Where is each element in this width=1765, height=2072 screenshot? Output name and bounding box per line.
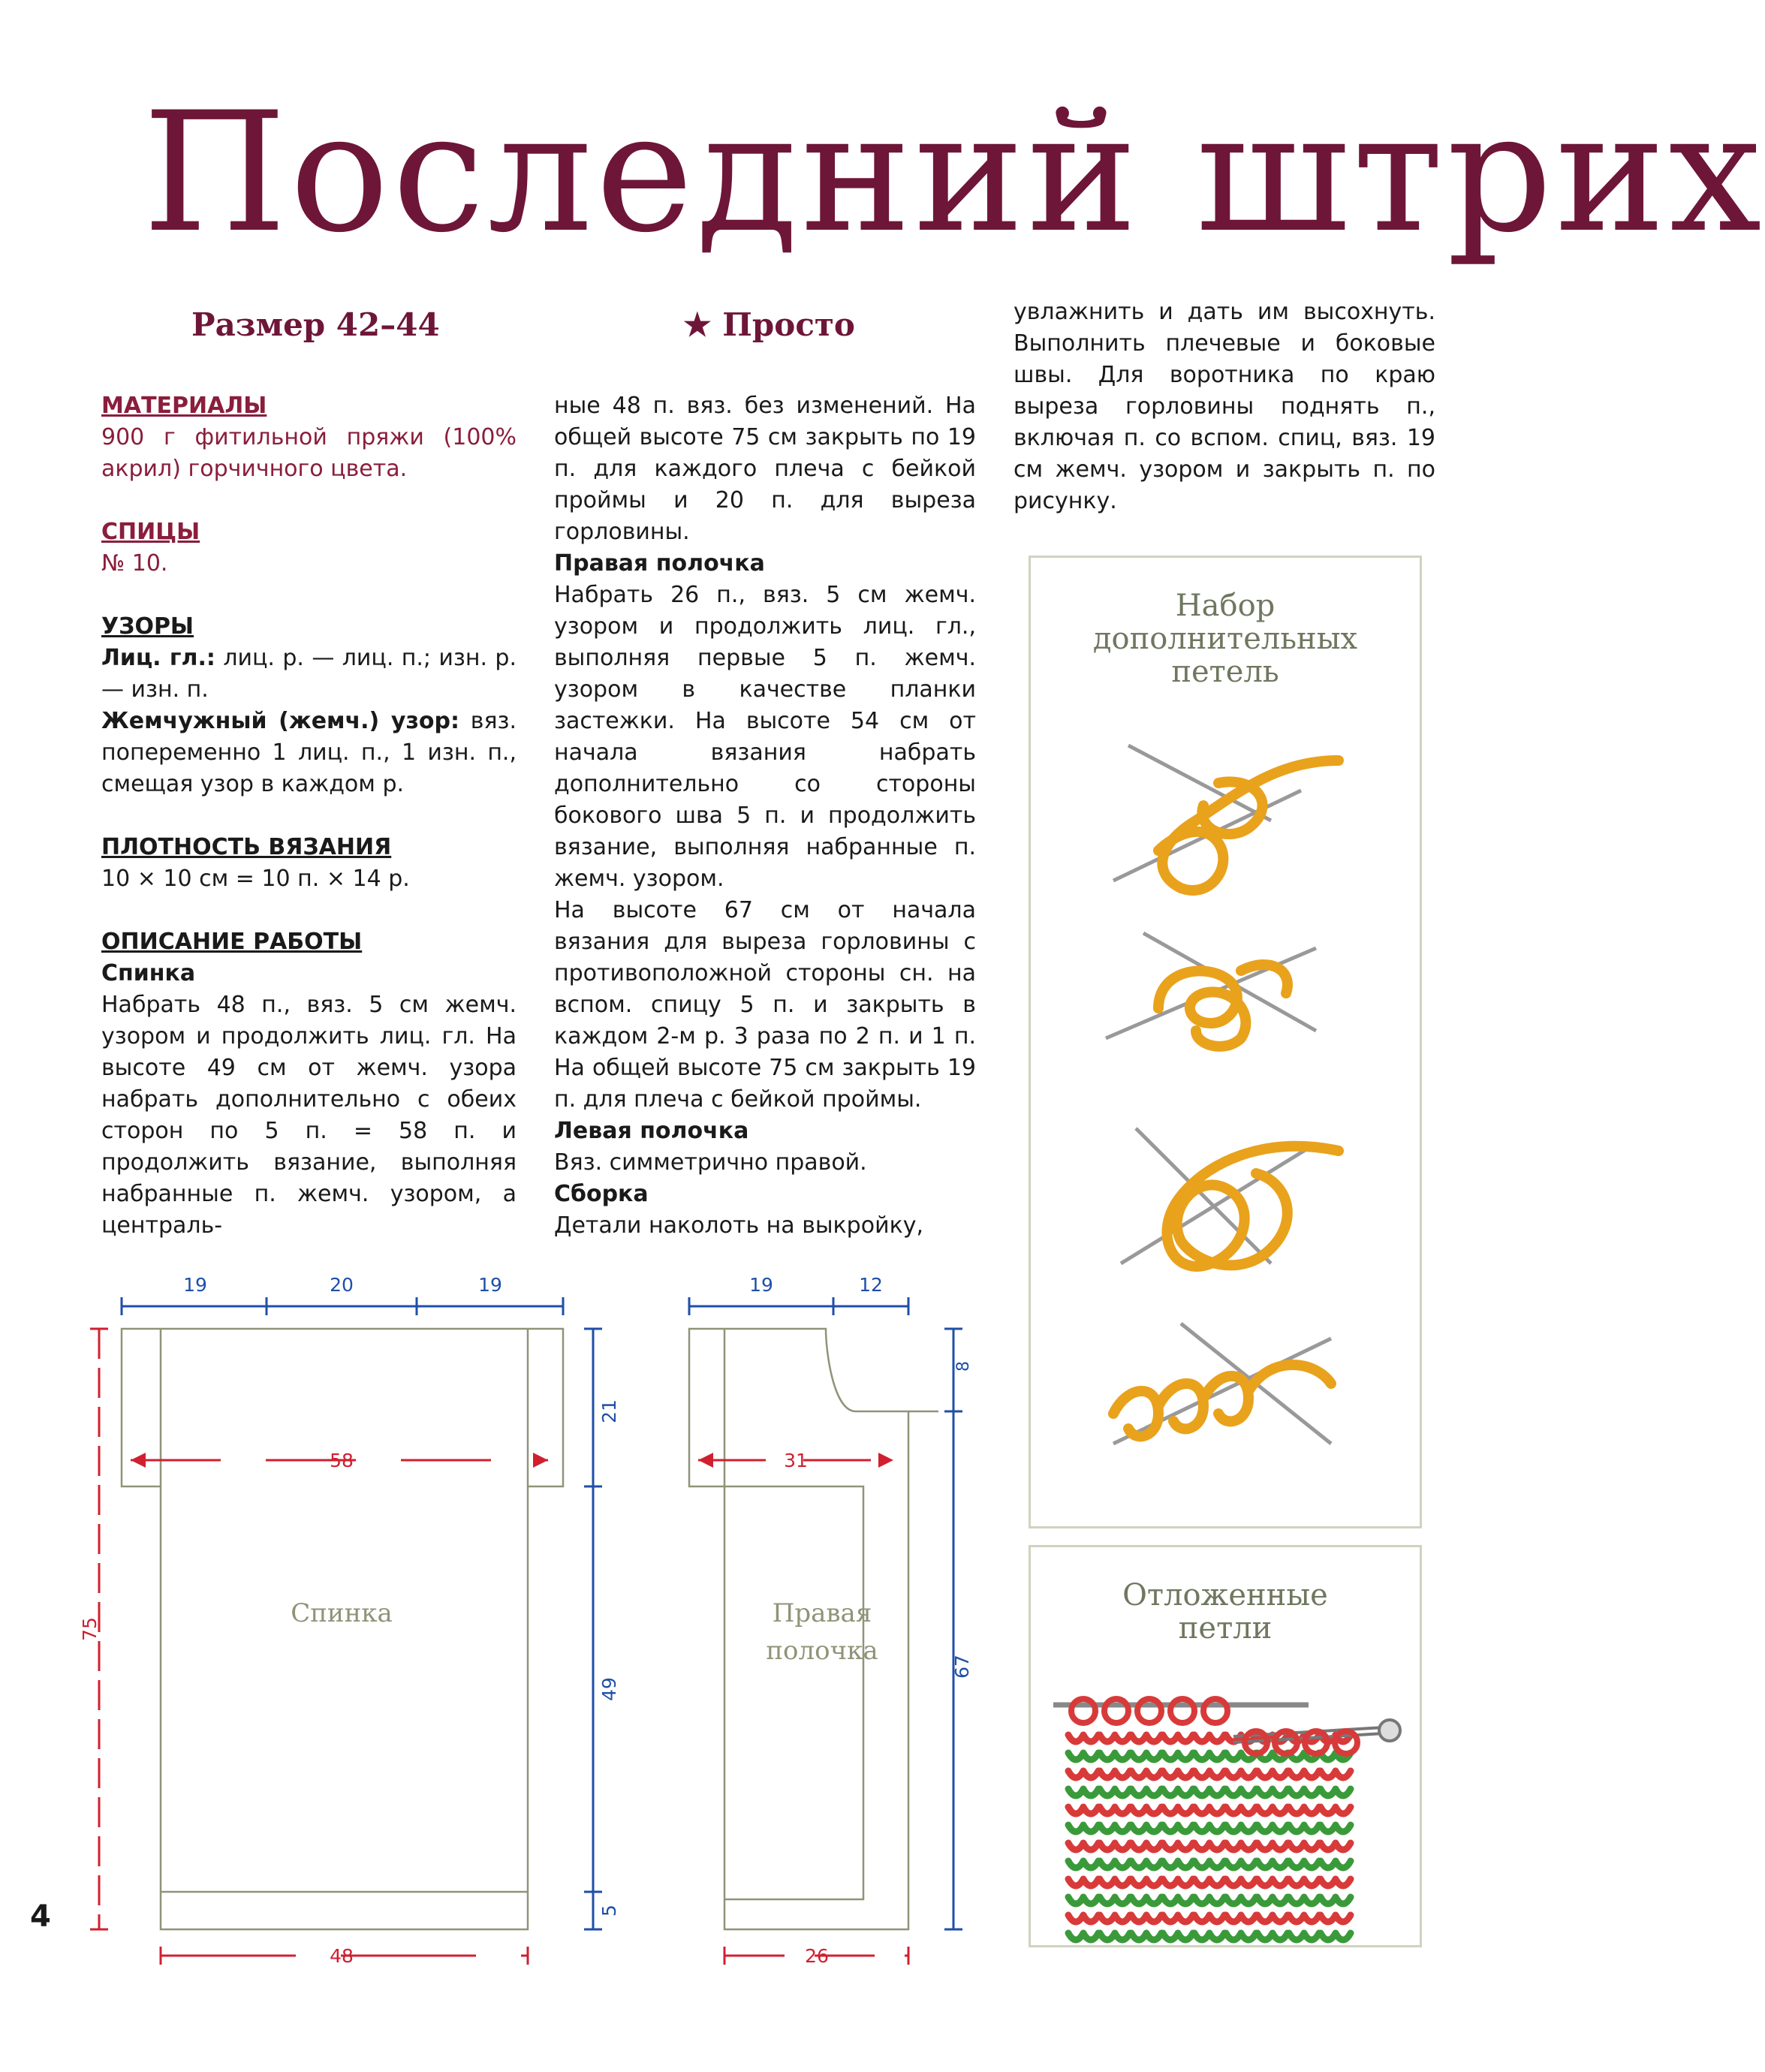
knit-stitch xyxy=(1163,1843,1193,1850)
difficulty-heading: ★ Просто xyxy=(683,306,855,343)
knit-stitch xyxy=(1321,1879,1351,1886)
pattern-seed-label: Жемчужный (жемч.) узор: xyxy=(101,708,460,734)
assembly-text: Детали наколоть на выкройку, xyxy=(554,1212,923,1239)
right-front-text-2: На высоте 67 см от начала вязания для выреза горловины с противоположной стороны сн. на вспом. спицу 5 п. и закрыть в каждом 2-м р. 3 раза по 2 п. и 1 п. На общей высоте 75 см закрыть 19 п. для плеча с бейкой проймы. xyxy=(554,897,976,1113)
knit-stitch xyxy=(1068,1753,1098,1760)
knit-stitch xyxy=(1163,1933,1193,1940)
cast-on-title-line: петель xyxy=(1171,655,1279,689)
knit-stitch xyxy=(1068,1735,1098,1742)
knit-stitch xyxy=(1100,1897,1130,1904)
knit-stitch xyxy=(1131,1933,1161,1940)
pattern-seed-text: вяз. попеременно 1 лиц. п., 1 изн. п., смещая узор в каждом р. xyxy=(101,708,517,797)
knit-stitch xyxy=(1068,1807,1098,1814)
knit-stitch xyxy=(1226,1843,1256,1850)
knit-stitch xyxy=(1100,1861,1130,1868)
knit-stitch xyxy=(1226,1807,1256,1814)
knit-stitch xyxy=(1257,1843,1288,1850)
knit-stitch xyxy=(1321,1933,1351,1940)
knit-stitch xyxy=(1100,1807,1130,1814)
knit-stitch xyxy=(1163,1897,1193,1904)
column-3 xyxy=(1014,297,1435,517)
knit-stitch xyxy=(1068,1789,1098,1796)
knit-stitch xyxy=(1100,1735,1130,1742)
knit-stitch xyxy=(1131,1843,1161,1850)
knit-stitch xyxy=(1289,1771,1319,1778)
front-right-dim: 67 xyxy=(951,1655,973,1679)
held-stitches-title-line: петли xyxy=(1178,1611,1273,1646)
back-schematic xyxy=(122,1329,563,1929)
knit-stitch xyxy=(1257,1807,1288,1814)
knit-stitch xyxy=(1163,1735,1193,1742)
knit-stitch xyxy=(1100,1915,1130,1922)
knit-stitch xyxy=(1131,1753,1161,1760)
knit-stitch xyxy=(1100,1789,1130,1796)
knit-stitch xyxy=(1257,1879,1288,1886)
knit-stitch xyxy=(1289,1861,1319,1868)
knit-stitch xyxy=(1257,1897,1288,1904)
pattern-stockinette-label: Лиц. гл.: xyxy=(101,645,215,671)
knit-stitch xyxy=(1321,1915,1351,1922)
cast-on-step-3 xyxy=(1121,1128,1339,1266)
knit-stitch xyxy=(1131,1735,1161,1742)
knit-stitch xyxy=(1068,1897,1098,1904)
materials-heading: МАТЕРИАЛЫ xyxy=(101,393,267,419)
knit-stitch xyxy=(1289,1789,1319,1796)
back-height-dim: 75 xyxy=(79,1617,101,1641)
back-right-dim: 5 xyxy=(598,1905,620,1917)
knit-stitch xyxy=(1194,1861,1224,1868)
knit-stitch xyxy=(1194,1753,1224,1760)
knit-stitch xyxy=(1131,1807,1161,1814)
knit-stitch xyxy=(1194,1735,1224,1742)
assembly-text-continued: увлажнить и дать им высохнуть. Выполнить плечевые и боковые швы. Для воротника по краю выреза горловины поднять п., включая п. со вспом. спиц, вяз. 19 см жемч. узором и закрыть п. по рисунку. xyxy=(1014,299,1435,514)
back-text: Набрать 48 п., вяз. 5 см жемч. узором и продолжить лиц. гл. На высоте 49 см от жемч. узора набрать дополнительно с обеих сторон по 5 п. = 58 п. и продолжить вязание, выполняя набранные п. жемч. узором, а централь- xyxy=(101,992,517,1239)
knit-stitch xyxy=(1289,1915,1319,1922)
back-bottom-dim: 48 xyxy=(330,1945,354,1967)
knit-stitch xyxy=(1226,1897,1256,1904)
back-top-dim: 20 xyxy=(330,1274,354,1296)
knit-stitch xyxy=(1226,1933,1256,1940)
knit-swatch xyxy=(1068,1735,1351,1940)
right-front-text: Набрать 26 п., вяз. 5 см жемч. узором и продолжить лиц. гл., выполняя первые 5 п. жемч. узором в качестве планки застежки. На высоте 54 см от начала вязания набрать дополнительно со стороны бокового шва 5 п. и продолжить вязание, выполняя набранные п. жемч. узором. xyxy=(554,582,976,892)
knit-stitch xyxy=(1131,1825,1161,1832)
pattern-seed xyxy=(101,706,517,800)
knit-stitch xyxy=(1226,1789,1256,1796)
back-width-dim: 58 xyxy=(330,1450,354,1471)
knit-stitch xyxy=(1100,1771,1130,1778)
right-front-subheading: Правая полочка xyxy=(554,550,765,577)
knit-stitch xyxy=(1131,1915,1161,1922)
knit-stitch xyxy=(1257,1825,1288,1832)
knit-stitch xyxy=(1257,1915,1288,1922)
knit-stitch xyxy=(1321,1861,1351,1868)
knit-stitch xyxy=(1100,1879,1130,1886)
knit-stitch xyxy=(1321,1825,1351,1832)
back-right-dim: 21 xyxy=(598,1399,620,1423)
needles-heading: СПИЦЫ xyxy=(101,519,200,545)
knit-stitch xyxy=(1321,1789,1351,1796)
front-top-dim: 12 xyxy=(859,1274,883,1296)
knit-stitch xyxy=(1068,1933,1098,1940)
knit-stitch xyxy=(1163,1789,1193,1796)
knit-stitch xyxy=(1131,1861,1161,1868)
knit-stitch xyxy=(1321,1807,1351,1814)
knit-stitch xyxy=(1194,1879,1224,1886)
knit-stitch xyxy=(1194,1915,1224,1922)
knit-stitch xyxy=(1194,1897,1224,1904)
front-label: Правая xyxy=(772,1598,872,1628)
front-top-dim: 19 xyxy=(749,1274,773,1296)
knit-stitch xyxy=(1226,1825,1256,1832)
knit-stitch xyxy=(1194,1789,1224,1796)
left-front-text: Вяз. симметрично правой. xyxy=(554,1149,867,1176)
knit-stitch xyxy=(1321,1843,1351,1850)
knit-stitch xyxy=(1289,1933,1319,1940)
knit-stitch xyxy=(1194,1825,1224,1832)
front-schematic xyxy=(689,1329,938,1929)
column-2 xyxy=(554,390,976,1242)
size-heading: Размер 42–44 xyxy=(191,306,440,343)
knit-stitch xyxy=(1131,1897,1161,1904)
knit-stitch xyxy=(1257,1861,1288,1868)
gauge-text: 10 × 10 см = 10 п. × 14 р. xyxy=(101,866,410,892)
knit-stitch xyxy=(1194,1843,1224,1850)
column-1 xyxy=(101,390,517,1242)
knit-stitch xyxy=(1068,1915,1098,1922)
cast-on-illustration-box xyxy=(1029,556,1422,1528)
knit-stitch xyxy=(1194,1771,1224,1778)
knit-stitch xyxy=(1163,1879,1193,1886)
knit-stitch xyxy=(1163,1753,1193,1760)
front-width-dim: 31 xyxy=(784,1450,808,1471)
pattern-stockinette-text: лиц. р. — лиц. п.; изн. р. — изн. п. xyxy=(101,645,517,703)
pattern-stockinette xyxy=(101,643,517,706)
knit-stitch xyxy=(1068,1771,1098,1778)
assembly-subheading: Сборка xyxy=(554,1181,649,1207)
cast-on-step-4 xyxy=(1113,1324,1331,1444)
knit-stitch xyxy=(1131,1789,1161,1796)
back-top-dim: 19 xyxy=(478,1274,502,1296)
needles-text: № 10. xyxy=(101,550,168,577)
knit-stitch xyxy=(1163,1861,1193,1868)
knit-stitch xyxy=(1100,1933,1130,1940)
knit-stitch xyxy=(1226,1861,1256,1868)
safety-pin-head xyxy=(1379,1720,1400,1741)
knit-stitch xyxy=(1068,1879,1098,1886)
knit-stitch xyxy=(1226,1879,1256,1886)
knit-stitch xyxy=(1257,1771,1288,1778)
knit-stitch xyxy=(1194,1933,1224,1940)
held-stitches-illustration-box xyxy=(1029,1545,1422,1947)
held-stitches-title-line: Отложенные xyxy=(1122,1578,1328,1613)
knit-stitch xyxy=(1257,1933,1288,1940)
cast-on-title xyxy=(1031,589,1420,688)
knit-stitch xyxy=(1100,1825,1130,1832)
knit-stitch xyxy=(1289,1879,1319,1886)
knit-stitch xyxy=(1163,1771,1193,1778)
cast-on-step-1 xyxy=(1113,745,1339,890)
knit-stitch xyxy=(1068,1843,1098,1850)
piece-labels xyxy=(291,1598,878,1666)
knit-stitch xyxy=(1226,1915,1256,1922)
knit-stitch xyxy=(1131,1879,1161,1886)
knit-stitch xyxy=(1163,1807,1193,1814)
knit-stitch xyxy=(1163,1915,1193,1922)
knit-stitch xyxy=(1289,1843,1319,1850)
cast-on-steps-illustration xyxy=(1031,693,1420,1519)
gauge-heading: ПЛОТНОСТЬ ВЯЗАНИЯ xyxy=(101,834,392,860)
knit-stitch xyxy=(1257,1789,1288,1796)
knit-stitch xyxy=(1163,1825,1193,1832)
knit-stitch xyxy=(1226,1771,1256,1778)
knit-stitch xyxy=(1289,1825,1319,1832)
back-label: Спинка xyxy=(291,1598,393,1628)
back-top-dim: 19 xyxy=(183,1274,207,1296)
page-number: 4 xyxy=(30,1899,51,1934)
held-stitches-title xyxy=(1031,1579,1420,1645)
page-title: Последний штрих xyxy=(143,77,1765,269)
front-label: полочка xyxy=(766,1636,878,1666)
pattern-diagram xyxy=(79,1261,973,1967)
knit-stitch xyxy=(1068,1825,1098,1832)
patterns-heading: УЗОРЫ xyxy=(101,613,194,640)
held-stitches-illustration xyxy=(1031,1652,1420,1945)
front-right-dim: 8 xyxy=(954,1361,973,1372)
cast-on-title-line: Набор xyxy=(1175,589,1276,623)
knit-stitch xyxy=(1068,1861,1098,1868)
front-bottom-dim: 26 xyxy=(805,1945,829,1967)
knit-stitch xyxy=(1321,1897,1351,1904)
knit-stitch xyxy=(1289,1897,1319,1904)
work-heading: ОПИСАНИЕ РАБОТЫ xyxy=(101,929,363,955)
knit-stitch xyxy=(1194,1807,1224,1814)
knit-stitch xyxy=(1100,1753,1130,1760)
back-subheading: Спинка xyxy=(101,960,196,986)
cast-on-title-line: дополнительных xyxy=(1092,622,1358,656)
cast-on-step-2 xyxy=(1106,933,1316,1047)
back-right-dim: 49 xyxy=(598,1677,620,1701)
knit-stitch xyxy=(1289,1807,1319,1814)
knit-stitch xyxy=(1131,1771,1161,1778)
back-text-continued: ные 48 п. вяз. без изменений. На общей высоте 75 см закрыть по 19 п. для каждого плеча с бейкой проймы и 20 п. для выреза горловины. xyxy=(554,393,976,545)
materials-text: 900 г фитильной пряжи (100% акрил) горчичного цвета. xyxy=(101,424,517,482)
knit-stitch xyxy=(1321,1771,1351,1778)
knit-stitch xyxy=(1100,1843,1130,1850)
left-front-subheading: Левая полочка xyxy=(554,1118,749,1144)
